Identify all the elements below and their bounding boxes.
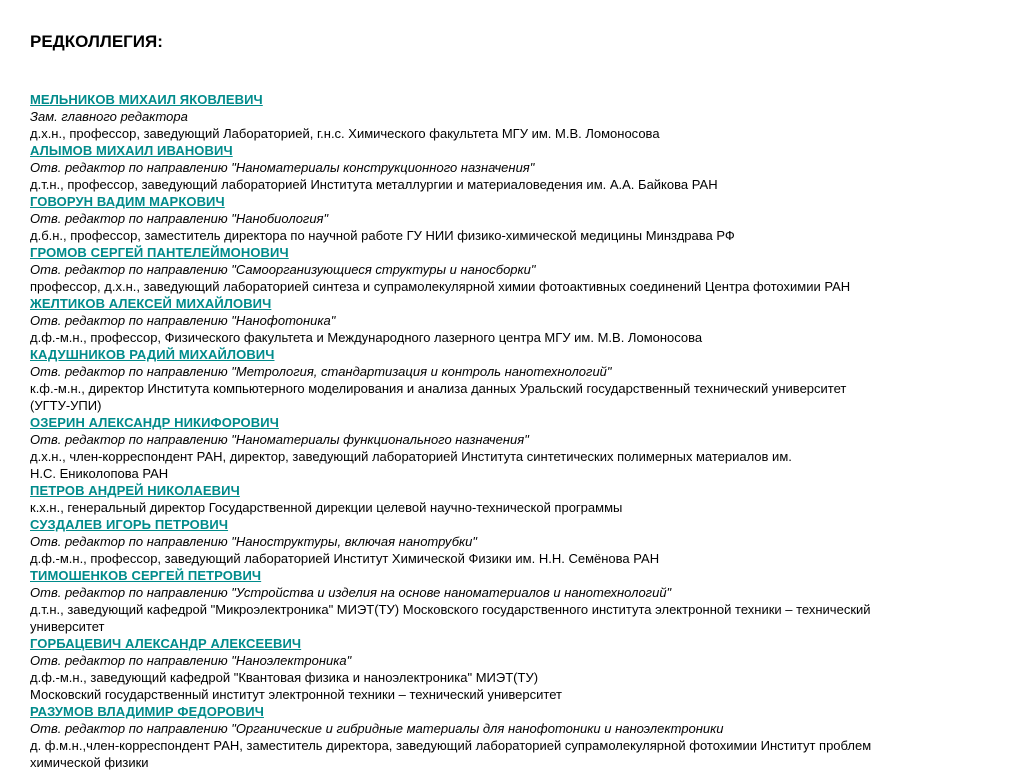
member-description: д. ф.м.н.,член-корреспондент РАН, заместитель директора, заведующий лабораторией супрамолекулярной фотохимии Институт проблем (30, 738, 872, 753)
member-entry (30, 346, 994, 414)
member-name-link[interactable]: ТИМОШЕНКОВ СЕРГЕЙ ПЕТРОВИЧ (30, 568, 262, 583)
member-entry (30, 142, 994, 193)
member-description: д.ф.-м.н., профессор, заведующий лабораторией Институт Химической Физики им. Н.Н. Семёнова РАН (30, 551, 660, 566)
member-name-link[interactable]: СУЗДАЛЕВ ИГОРЬ ПЕТРОВИЧ (30, 517, 229, 532)
member-name-link[interactable]: ЖЕЛТИКОВ АЛЕКСЕЙ МИХАЙЛОВИЧ (30, 296, 272, 311)
member-name-link[interactable]: ГРОМОВ СЕРГЕЙ ПАНТЕЛЕЙМОНОВИЧ (30, 245, 289, 260)
member-entry (30, 703, 994, 771)
member-name-link[interactable]: МЕЛЬНИКОВ МИХАИЛ ЯКОВЛЕВИЧ (30, 92, 263, 107)
page-title: РЕДКОЛЛЕГИЯ: (30, 32, 163, 51)
member-description: профессор, д.х.н., заведующий лабораторией синтеза и супрамолекулярной химии фотоактивных соединений Центра фотохимии РАН (30, 279, 851, 294)
member-role: Отв. редактор по направлению "Устройства и изделия на основе наноматериалов и нанотехнологий" (30, 585, 672, 600)
member-entry (30, 295, 994, 346)
member-role: Отв. редактор по направлению "Органические и гибридные материалы для нанофотоники и наноэлектроники (30, 721, 724, 736)
member-entry (30, 91, 994, 142)
member-description: д.б.н., профессор, заместитель директора по научной работе ГУ НИИ физико-химической медицины Минздрава РФ (30, 228, 735, 243)
member-description: д.т.н., профессор, заведующий лабораторией Института металлургии и материаловедения им. А.А. Байкова РАН (30, 177, 718, 192)
member-description: Н.С. Ениколопова РАН (30, 466, 169, 481)
member-name-link[interactable]: ОЗЕРИН АЛЕКСАНДР НИКИФОРОВИЧ (30, 415, 279, 430)
member-description: д.ф.-м.н., профессор, Физического факультета и Международного лазерного центра МГУ им. М.В. Ломоносова (30, 330, 703, 345)
editorial-board-list (30, 91, 994, 771)
member-entry (30, 244, 994, 295)
member-entry (30, 193, 994, 244)
member-description: (УГТУ-УПИ) (30, 398, 102, 413)
member-role: Отв. редактор по направлению "Наноструктуры, включая нанотрубки" (30, 534, 477, 549)
member-description: Московский государственный институт электронной техники – технический университет (30, 687, 562, 702)
member-role: Отв. редактор по направлению "Метрология, стандартизация и контроль нанотехнологий" (30, 364, 612, 379)
member-description: к.х.н., генеральный директор Государственной дирекции целевой научно-технической программы (30, 500, 623, 515)
member-role: Зам. главного редактора (30, 109, 188, 124)
member-entry (30, 567, 994, 635)
member-description: университет (30, 619, 105, 634)
member-entry (30, 482, 994, 516)
member-entry (30, 635, 994, 703)
member-name-link[interactable]: АЛЫМОВ МИХАИЛ ИВАНОВИЧ (30, 143, 233, 158)
member-role: Отв. редактор по направлению "Наноматериалы конструкционного назначения" (30, 160, 535, 175)
member-name-link[interactable]: КАДУШНИКОВ РАДИЙ МИХАЙЛОВИЧ (30, 347, 275, 362)
member-name-link[interactable]: ГОРБАЦЕВИЧ АЛЕКСАНДР АЛЕКСЕЕВИЧ (30, 636, 302, 651)
member-entry (30, 516, 994, 567)
member-role: Отв. редактор по направлению "Нанобиология" (30, 211, 329, 226)
member-name-link[interactable]: ПЕТРОВ АНДРЕЙ НИКОЛАЕВИЧ (30, 483, 240, 498)
member-role: Отв. редактор по направлению "Наноматериалы функционального назначения" (30, 432, 529, 447)
member-name-link[interactable]: РАЗУМОВ ВЛАДИМИР ФЕДОРОВИЧ (30, 704, 264, 719)
member-role: Отв. редактор по направлению "Наноэлектроника" (30, 653, 352, 668)
member-name-link[interactable]: ГОВОРУН ВАДИМ МАРКОВИЧ (30, 194, 225, 209)
member-description: к.ф.-м.н., директор Института компьютерного моделирования и анализа данных Уральский государственный технический университет (30, 381, 847, 396)
member-role: Отв. редактор по направлению "Самоорганизующиеся структуры и наносборки" (30, 262, 536, 277)
member-description: д.т.н., заведующий кафедрой "Микроэлектроника" МИЭТ(ТУ) Московского государственного института электронной техники – технический (30, 602, 871, 617)
member-entry (30, 414, 994, 482)
member-description: химической физики (30, 755, 149, 770)
member-description: д.ф.-м.н., заведующий кафедрой "Квантовая физика и наноэлектроника" МИЭТ(ТУ) (30, 670, 539, 685)
member-description: д.х.н., член-корреспондент РАН, директор, заведующий лабораторией Института синтетических полимерных материалов им. (30, 449, 792, 464)
member-role: Отв. редактор по направлению "Нанофотоника" (30, 313, 336, 328)
member-description: д.х.н., профессор, заведующий Лабораторией, г.н.с. Химического факультета МГУ им. М.В. Ломоносова (30, 126, 660, 141)
